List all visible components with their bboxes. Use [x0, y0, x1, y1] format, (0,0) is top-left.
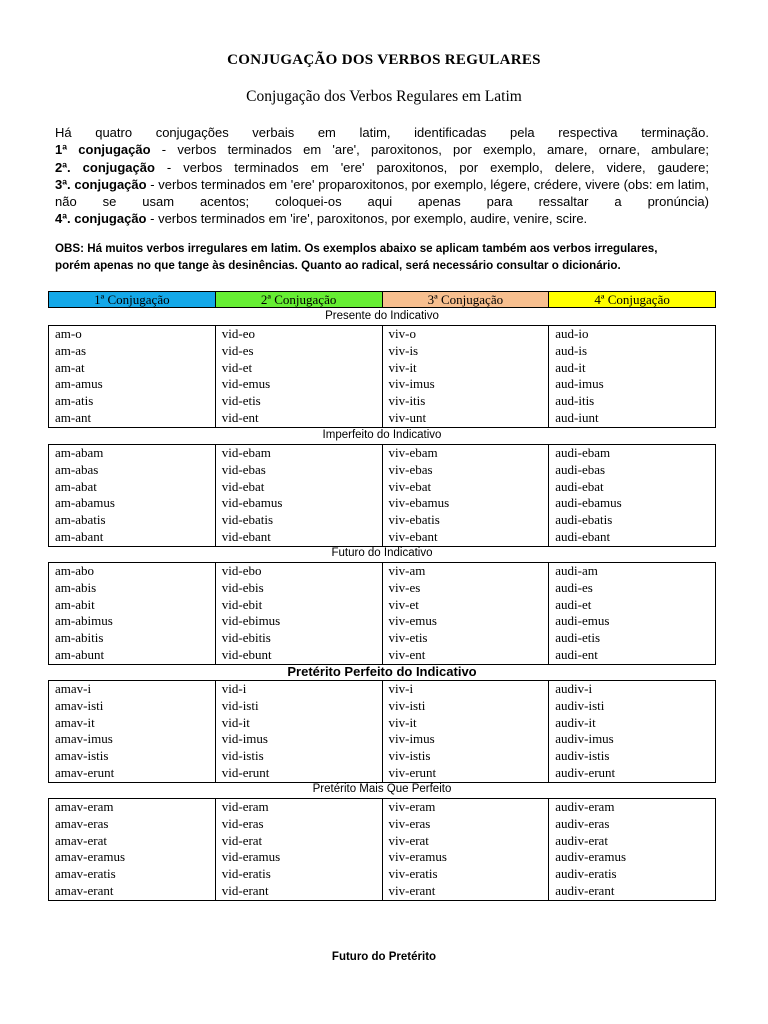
verb-form: audiv-eras	[555, 815, 610, 831]
conjugation-column	[383, 326, 550, 427]
verb-form: audiv-isti	[555, 697, 605, 713]
conjugation-column	[383, 445, 550, 546]
verb-form: vid-erant	[221, 882, 269, 898]
conjugation-column	[549, 681, 715, 782]
conjugation-4-text: - verbos terminados em 'ire', paroxitonos, por exemplo, audire, venire, scire.	[146, 211, 588, 227]
conjugation-column	[549, 326, 715, 427]
verb-form: viv-o	[388, 326, 416, 341]
verb-form: audiv-erunt	[555, 764, 616, 780]
verb-form: vid-eram	[221, 799, 269, 814]
footer-section-title: Futuro do Pretérito	[331, 951, 437, 963]
conjugation-4-label: 4ª. conjugação	[55, 211, 147, 227]
verb-form: viv-etis	[388, 630, 428, 646]
verb-form: viv-erant	[388, 882, 436, 898]
conjugation-table	[48, 325, 716, 428]
verb-form: amav-imus	[55, 731, 113, 747]
verb-form: amav-eras	[55, 815, 109, 831]
tense-section	[48, 663, 716, 783]
verb-form: viv-ebam	[388, 445, 438, 460]
verb-form: vid-erat	[221, 832, 263, 848]
verb-form: amav-isti	[55, 697, 104, 713]
verb-form: vid-eratis	[221, 866, 271, 882]
verb-form: viv-erunt	[388, 764, 437, 780]
conjugation-2-label: 2ª. conjugação	[55, 159, 155, 175]
verb-form: audi-ebamus	[555, 495, 622, 511]
page-title: CONJUGAÇÃO DOS VERBOS REGULARES	[227, 52, 541, 68]
header-conjugation-2: 2ª Conjugação	[216, 292, 383, 307]
conjugation-column	[383, 799, 550, 900]
verb-form: audiv-imus	[555, 731, 614, 747]
verb-form: audi-ebas	[555, 461, 606, 477]
verb-form: am-o	[55, 326, 82, 341]
verb-form: viv-imus	[388, 376, 435, 392]
conjugation-column	[49, 799, 216, 900]
verb-form: viv-isti	[388, 697, 426, 713]
verb-form: vid-etis	[221, 393, 261, 409]
conjugation-3-line	[55, 176, 709, 211]
verb-form: amav-eramus	[55, 849, 126, 865]
obs-note	[55, 240, 712, 274]
conjugation-column	[549, 445, 715, 546]
verb-form: aud-imus	[555, 376, 604, 392]
intro-paragraph	[55, 124, 709, 228]
verb-form: amav-erant	[55, 882, 114, 898]
verb-form: viv-eramus	[388, 849, 447, 865]
verb-form: audi-emus	[555, 613, 610, 629]
verb-form: aud-itis	[555, 393, 595, 409]
conjugation-column	[216, 326, 383, 427]
tense-section	[48, 545, 716, 665]
conjugation-column	[549, 563, 715, 664]
verb-form: viv-ent	[388, 646, 426, 662]
conjugation-column	[216, 445, 383, 546]
verb-form: viv-it	[388, 714, 417, 730]
verb-form: vid-ebitis	[221, 630, 271, 646]
verb-form: vid-i	[221, 681, 247, 696]
verb-form: viv-et	[388, 596, 419, 612]
verb-form: vid-eo	[221, 326, 255, 341]
verb-form: am-abamus	[55, 495, 115, 511]
verb-form: vid-erunt	[221, 764, 270, 780]
conjugation-2-line	[55, 159, 709, 176]
conjugation-table	[48, 680, 716, 783]
verb-form: am-amus	[55, 376, 103, 392]
verb-form: vid-es	[221, 342, 254, 358]
verb-form: audiv-eram	[555, 799, 615, 814]
tense-title: Pretérito Mais Que Perfeito	[312, 783, 452, 795]
verb-form: am-abat	[55, 478, 97, 494]
verb-form: amav-eram	[55, 799, 114, 814]
verb-form: viv-i	[388, 681, 414, 696]
verb-form: am-abam	[55, 445, 104, 460]
verb-form: vid-ebant	[221, 528, 271, 544]
verb-form: viv-erat	[388, 832, 429, 848]
verb-form: audi-ebam	[555, 445, 611, 460]
conjugation-column	[216, 681, 383, 782]
conjugation-column	[549, 799, 715, 900]
verb-form: audiv-erat	[555, 832, 608, 848]
verb-form: vid-isti	[221, 697, 259, 713]
conjugation-column	[216, 563, 383, 664]
verb-form: viv-unt	[388, 409, 427, 425]
verb-form: viv-imus	[388, 731, 435, 747]
verb-form: vid-ebis	[221, 579, 264, 595]
verb-form: am-abis	[55, 579, 97, 595]
verb-form: audiv-eratis	[555, 866, 617, 882]
verb-form: amav-it	[55, 714, 95, 730]
verb-form: amav-erat	[55, 832, 107, 848]
tense-section	[48, 427, 716, 547]
verb-form: audi-ebant	[555, 528, 611, 544]
verb-form: vid-ebat	[221, 478, 265, 494]
conjugation-column	[49, 563, 216, 664]
conjugation-column	[49, 681, 216, 782]
verb-form: amav-i	[55, 681, 92, 696]
obs-line-2: porém apenas no que tange às desinências. Quanto ao radical, será necessário consultar o dicionário.	[55, 259, 621, 272]
tense-title: Presente do Indicativo	[325, 310, 439, 322]
verb-form: vid-ent	[221, 409, 259, 425]
verb-form: vid-ebimus	[221, 613, 281, 629]
conjugation-column	[383, 681, 550, 782]
verb-form: audi-es	[555, 579, 593, 595]
verb-form: viv-ebamus	[388, 495, 450, 511]
header-conjugation-3: 3ª Conjugação	[383, 292, 550, 307]
conjugation-table	[48, 798, 716, 901]
verb-form: viv-is	[388, 342, 419, 358]
conjugation-table	[48, 562, 716, 665]
verb-form: am-abas	[55, 461, 99, 477]
verb-form: viv-itis	[388, 393, 426, 409]
verb-form: aud-is	[555, 342, 588, 358]
conjugation-3-text: - verbos terminados em 'ere' proparoxitonos, por exemplo, légere, crédere, vivere (obs: em latim, não se usam acentos; coloquei-os aqui apenas para ressaltar a pronúncia)	[55, 176, 709, 210]
verb-form: am-abatis	[55, 512, 106, 528]
tense-title: Futuro do Indicativo	[331, 547, 433, 559]
verb-form: am-atis	[55, 393, 94, 409]
conjugation-1-label: 1ª conjugação	[55, 142, 151, 158]
verb-form: vid-ebam	[221, 445, 271, 460]
verb-form: am-abant	[55, 528, 104, 544]
tense-title: Pretérito Perfeito do Indicativo	[287, 664, 477, 679]
verb-form: am-abimus	[55, 613, 113, 629]
conjugation-column	[216, 799, 383, 900]
verb-form: viv-it	[388, 359, 417, 375]
page-subtitle: Conjugação dos Verbos Regulares em Latim	[246, 88, 522, 105]
verb-form: amav-erunt	[55, 764, 115, 780]
conjugation-2-text: - verbos terminados em 'ere' paroxitonos, por exemplo, delere, videre, gaudere;	[154, 159, 709, 175]
verb-form: amav-eratis	[55, 866, 116, 882]
verb-form: am-abit	[55, 596, 95, 612]
conjugation-1-line	[55, 141, 709, 158]
verb-form: audi-ent	[555, 646, 598, 662]
verb-form: am-abitis	[55, 630, 104, 646]
verb-form: viv-emus	[388, 613, 437, 629]
verb-form: vid-emus	[221, 376, 271, 392]
verb-form: amav-istis	[55, 748, 109, 764]
conjugation-4-line	[55, 210, 709, 227]
intro-text: Há quatro conjugações verbais em latim, identificadas pela respectiva terminação.	[55, 125, 709, 140]
tense-section	[48, 308, 716, 428]
verb-form: vid-ebunt	[221, 646, 272, 662]
verb-form: vid-it	[221, 714, 250, 730]
verb-form: aud-it	[555, 359, 586, 375]
verb-form: aud-io	[555, 326, 589, 341]
verb-form: audi-ebatis	[555, 512, 613, 528]
conjugation-column	[383, 563, 550, 664]
verb-form: viv-ebat	[388, 478, 432, 494]
verb-form: viv-am	[388, 563, 426, 578]
conjugation-1-text: - verbos terminados em 'are', paroxitonos, por exemplo, amare, ornare, ambulare;	[150, 142, 709, 158]
verb-form: vid-ebas	[221, 461, 266, 477]
verb-form: am-at	[55, 359, 85, 375]
verb-form: vid-ebamus	[221, 495, 283, 511]
intro-line	[55, 124, 709, 141]
verb-form: aud-iunt	[555, 409, 599, 425]
tense-section	[48, 781, 716, 901]
verb-form: viv-istis	[388, 748, 431, 764]
verb-form: vid-ebit	[221, 596, 263, 612]
verb-form: vid-et	[221, 359, 253, 375]
verb-form: audiv-istis	[555, 748, 610, 764]
header-conjugation-4: 4ª Conjugação	[549, 292, 715, 307]
conjugation-column	[49, 326, 216, 427]
verb-form: viv-ebatis	[388, 512, 440, 528]
verb-form: viv-es	[388, 579, 421, 595]
verb-form: audiv-i	[555, 681, 593, 696]
verb-form: audi-et	[555, 596, 592, 612]
verb-form: viv-eras	[388, 815, 431, 831]
verb-form: audi-am	[555, 563, 598, 578]
verb-form: audi-ebat	[555, 478, 604, 494]
verb-form: vid-eramus	[221, 849, 281, 865]
verb-form: viv-ebas	[388, 461, 433, 477]
verb-form: audiv-eramus	[555, 849, 627, 865]
verb-form: audiv-erant	[555, 882, 615, 898]
obs-line-1: OBS: Há muitos verbos irregulares em latim. Os exemplos abaixo se aplicam também aos verbos irregulares,	[55, 242, 658, 255]
verb-form: viv-eratis	[388, 866, 438, 882]
conjugation-table	[48, 444, 716, 547]
verb-form: vid-istis	[221, 748, 264, 764]
verb-form: vid-eras	[221, 815, 264, 831]
conjugation-header-row	[48, 291, 716, 308]
verb-form: am-ant	[55, 409, 92, 425]
verb-form: am-abo	[55, 563, 94, 578]
verb-form: viv-eram	[388, 799, 436, 814]
verb-form: vid-ebatis	[221, 512, 274, 528]
verb-form: am-as	[55, 342, 87, 358]
verb-form: audiv-it	[555, 714, 596, 730]
tense-title: Imperfeito do Indicativo	[322, 429, 442, 441]
verb-form: viv-ebant	[388, 528, 438, 544]
verb-form: vid-ebo	[221, 563, 262, 578]
verb-form: vid-imus	[221, 731, 268, 747]
conjugation-column	[49, 445, 216, 546]
verb-form: audi-etis	[555, 630, 601, 646]
header-conjugation-1: 1ª Conjugação	[49, 292, 216, 307]
conjugation-3-label: 3ª. conjugação	[55, 176, 147, 192]
verb-form: am-abunt	[55, 646, 105, 662]
